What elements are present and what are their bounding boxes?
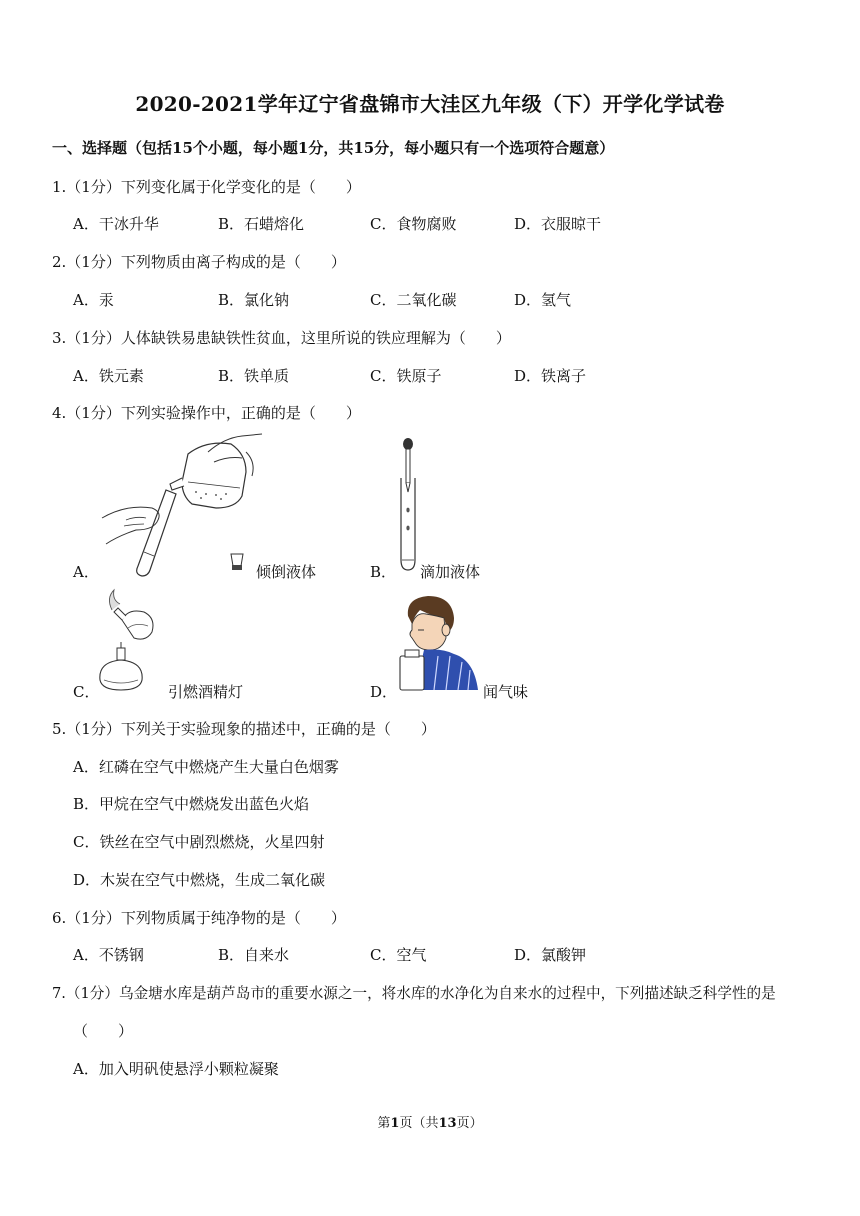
q6-option-a: A．不锈钢 [73, 946, 144, 964]
question-7-stem-continued: （ ） [73, 1022, 134, 1040]
question-4-stem: 4.（1分）下列实验操作中，正确的是（ ） [52, 404, 361, 422]
q5-option-a: A．红磷在空气中燃烧产生大量白色烟雾 [73, 758, 339, 776]
q4-option-b-letter: B． [370, 563, 397, 581]
q6-option-b: B．自来水 [218, 946, 290, 964]
q4-option-c-caption: 引燃酒精灯 [168, 683, 244, 701]
question-2-stem: 2.（1分）下列物质由离子构成的是（ ） [52, 253, 346, 271]
footer-suffix: 页） [456, 1116, 483, 1131]
q5-option-b: B．甲烷在空气中燃烧发出蓝色火焰 [73, 795, 310, 813]
footer-mid: 页（共 [399, 1116, 439, 1131]
q4-option-a-letter: A． [73, 563, 99, 581]
page-footer [0, 1112, 860, 1131]
alcohol-lamp-illustration [92, 588, 166, 696]
q4-option-d-caption: 闻气味 [483, 683, 529, 701]
q2-option-d: D．氢气 [514, 291, 572, 309]
q2-option-a: A．汞 [73, 291, 114, 309]
q2-option-c: C．二氧化碳 [370, 291, 457, 309]
q1-option-b: B．石蜡熔化 [218, 215, 305, 233]
q3-option-a: A．铁元素 [73, 367, 144, 385]
footer-total-pages: 13 [438, 1116, 457, 1131]
q6-option-d: D．氯酸钾 [514, 946, 587, 964]
q1-option-a: A．干冰升华 [73, 215, 159, 233]
question-5-stem: 5.（1分）下列关于实验现象的描述中，正确的是（ ） [52, 720, 436, 738]
q3-option-b: B．铁单质 [218, 367, 290, 385]
section-heading: 一、选择题（包括15个小题，每小题1分，共15分，每小题只有一个选项符合题意） [52, 139, 615, 157]
q6-option-c: C．空气 [370, 946, 427, 964]
question-3-stem: 3.（1分）人体缺铁易患缺铁性贫血，这里所说的铁应理解为（ ） [52, 329, 511, 347]
q3-option-d: D．铁离子 [514, 367, 587, 385]
footer-prefix: 第 [377, 1116, 391, 1131]
question-6-stem: 6.（1分）下列物质属于纯净物的是（ ） [52, 909, 346, 927]
q5-option-d: D．木炭在空气中燃烧，生成二氧化碳 [73, 871, 326, 889]
page-title: 2020-2021学年辽宁省盘锦市大洼区九年级（下）开学化学试卷 [135, 92, 725, 116]
q5-option-c: C．铁丝在空气中剧烈燃烧，火星四射 [73, 833, 325, 851]
smelling-gas-illustration [398, 594, 482, 692]
q1-option-c: C．食物腐败 [370, 215, 457, 233]
q4-option-a-caption: 倾倒液体 [256, 563, 317, 581]
question-1-stem: 1.（1分）下列变化属于化学变化的是（ ） [52, 178, 361, 196]
question-7-stem: 7.（1分）乌金塘水库是葫芦岛市的重要水源之一，将水库的水净化为自来水的过程中，下列描述缺乏科学性的是 [52, 985, 776, 1002]
q4-option-c-letter: C． [73, 683, 100, 701]
q4-option-d-letter: D． [370, 683, 398, 701]
q1-option-d: D．衣服晾干 [514, 215, 602, 233]
q3-option-c: C．铁原子 [370, 367, 442, 385]
bottle-stopper-icon [228, 552, 246, 572]
q7-option-a: A．加入明矾使悬浮小颗粒凝聚 [73, 1060, 279, 1078]
q4-option-b-caption: 滴加液体 [420, 563, 481, 581]
q2-option-b: B．氯化钠 [218, 291, 290, 309]
dropper-test-tube-illustration [396, 436, 424, 574]
footer-page-number: 1 [390, 1116, 400, 1131]
